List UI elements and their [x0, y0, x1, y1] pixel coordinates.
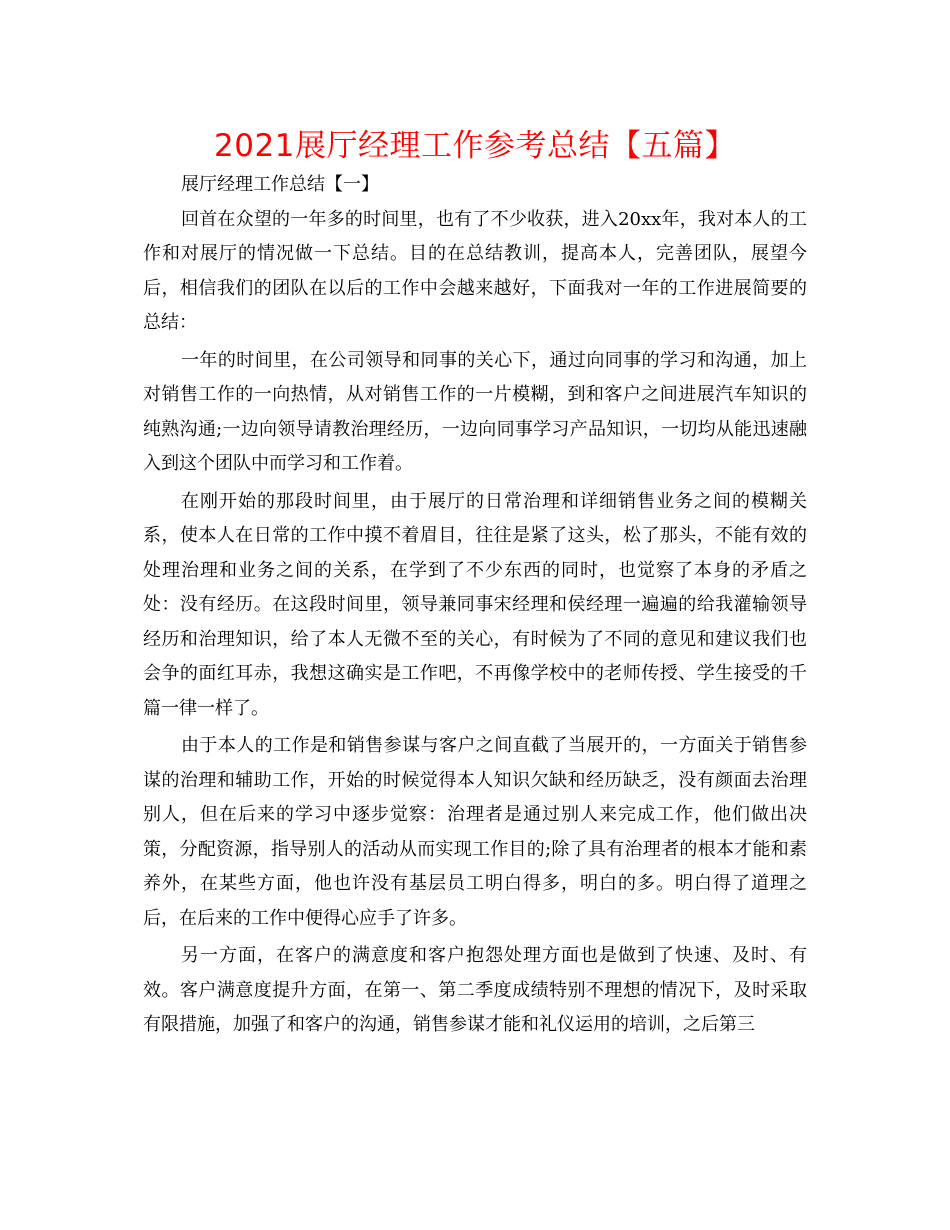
paragraph-2: 一年的时间里，在公司领导和同事的关心下，通过向同事的学习和沟通，加上对销售工作的一向热情，从对销售工作的一片模糊，到和客户之间进展汽车知识的纯熟沟通;一边向领导请教治理经历，一边向同事学习产品知识，一切均从能迅速融入到这个团队中而学习和工作着。 [143, 349, 807, 474]
paragraph-4: 由于本人的工作是和销售参谋与客户之间直截了当展开的，一方面关于销售参谋的治理和辅助工作，开始的时候觉得本人知识欠缺和经历缺乏，没有颜面去治理别人，但在后来的学习中逐步觉察：治理者是通过别人来完成工作，他们做出决策，分配资源，指导别人的活动从而实现工作目的;除了具有治理者的根本才能和素养外，在某些方面，他也许没有基层员工明白得多，明白的多。明白得了道理之后，在后来的工作中便得心应手了许多。 [143, 735, 807, 929]
paragraph-5: 另一方面，在客户的满意度和客户抱怨处理方面也是做到了快速、及时、有效。客户满意度提升方面，在第一、第二季度成绩特别不理想的情况下，及时采取有限措施，加强了和客户的沟通，销售参谋才能和礼仪运用的培训，之后第三 [143, 945, 807, 1035]
document-title: 2021展厅经理工作参考总结【五篇】 [214, 128, 736, 164]
paragraph-1: 回首在众望的一年多的时间里，也有了不少收获，进入20xx年，我对本人的工作和对展厅的情况做一下总结。目的在总结教训，提高本人，完善团队，展望今后，相信我们的团队在以后的工作中会越来越好，下面我对一年的工作进展简要的总结： [143, 208, 807, 333]
section-heading: 展厅经理工作总结【一】 [181, 174, 379, 195]
paragraph-3: 在刚开始的那段时间里，由于展厅的日常治理和详细销售业务之间的模糊关系，使本人在日常的工作中摸不着眉目，往往是紧了这头，松了那头，不能有效的处理治理和业务之间的关系，在学到了不少东西的同时，也觉察了本身的矛盾之处：没有经历。在这段时间里，领导兼同事宋经理和侯经理一遍遍的给我灌输领导经历和治理知识，给了本人无微不至的关心，有时候为了不同的意见和建议我们也会争的面红耳赤，我想这确实是工作吧，不再像学校中的老师传授、学生接受的千篇一律一样了。 [143, 490, 807, 719]
document-body [143, 168, 807, 1046]
